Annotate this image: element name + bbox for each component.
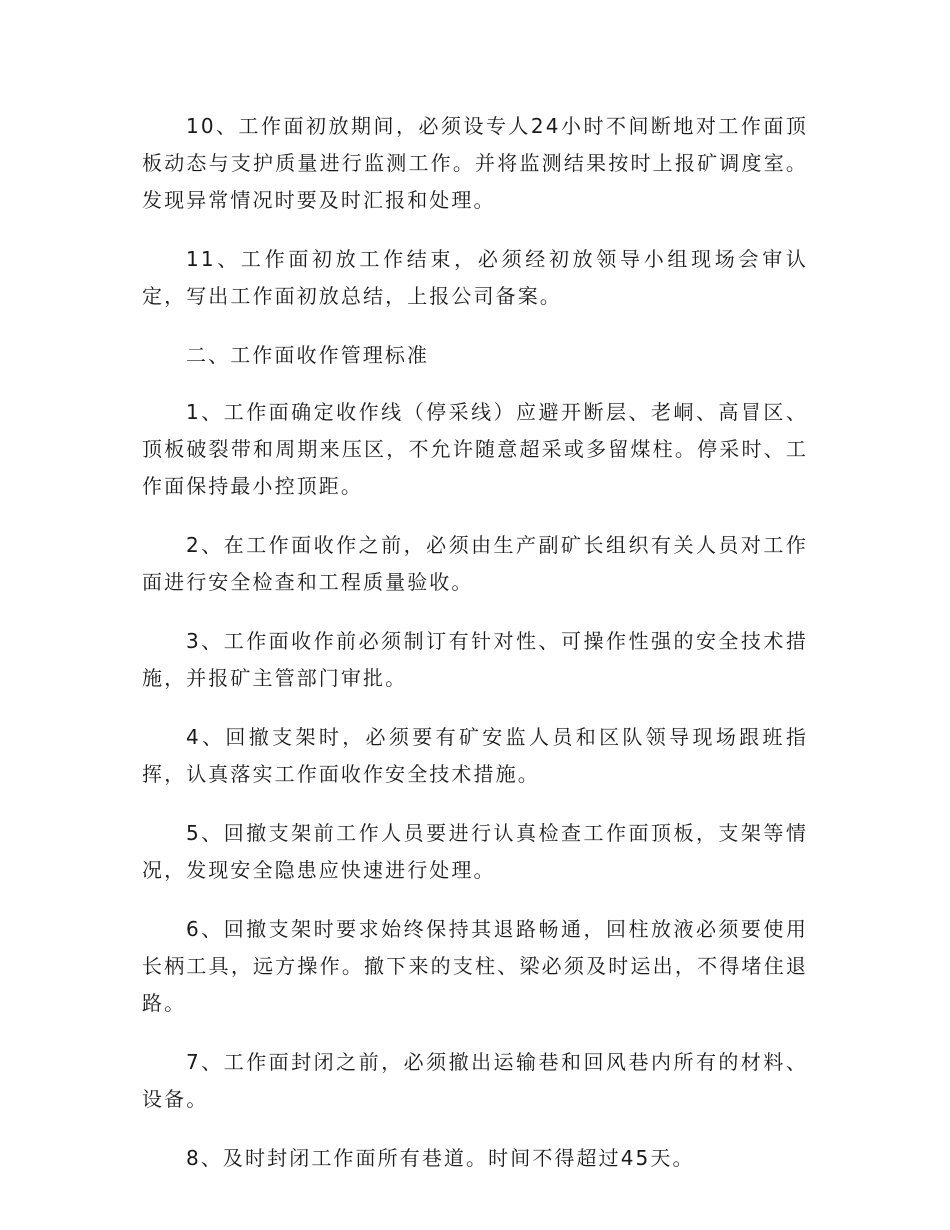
paragraph-11-initial-release-summary: 11、工作面初放工作结束，必须经初放领导小组现场会审认定，写出工作面初放总结，上报公司备案。 [142, 247, 808, 308]
document-body [142, 108, 808, 1199]
paragraph-6-escape-route: 6、回撤支架时要求始终保持其退路畅通，回柱放液必须要使用长柄工具，远方操作。撤下来的支柱、梁必须及时运出，不得堵住退路。 [142, 917, 808, 1015]
paragraph-5-pre-withdrawal-check: 5、回撤支架前工作人员要进行认真检查工作面顶板，支架等情况，发现安全隐患应快速进行处理。 [142, 821, 808, 882]
paragraph-10-initial-release-monitoring: 10、工作面初放期间，必须设专人24小时不间断地对工作面顶板动态与支护质量进行监测工作。并将监测结果按时上报矿调度室。发现异常情况时要及时汇报和处理。 [142, 114, 808, 212]
paragraph-3-technical-measures: 3、工作面收作前必须制订有针对性、可操作性强的安全技术措施，并报矿主管部门审批。 [142, 629, 808, 690]
paragraph-1-stop-line: 1、工作面确定收作线（停采线）应避开断层、老峒、高冒区、顶板破裂带和周期来压区，不允许随意超采或多留煤柱。停采时、工作面保持最小控顶距。 [142, 400, 808, 498]
paragraph-7-remove-equipment: 7、工作面封闭之前，必须撤出运输巷和回风巷内所有的材料、设备。 [142, 1050, 808, 1111]
section-heading-closure-standards: 二、工作面收作管理标准 [186, 343, 430, 367]
paragraph-8-seal-roadways: 8、及时封闭工作面所有巷道。时间不得超过45天。 [186, 1146, 695, 1170]
paragraph-4-support-withdrawal-command: 4、回撤支架时，必须要有矿安监人员和区队领导现场跟班指挥，认真落实工作面收作安全技术措施。 [142, 725, 808, 786]
paragraph-2-safety-inspection: 2、在工作面收作之前，必须由生产副矿长组织有关人员对工作面进行安全检查和工程质量验收。 [142, 533, 808, 594]
